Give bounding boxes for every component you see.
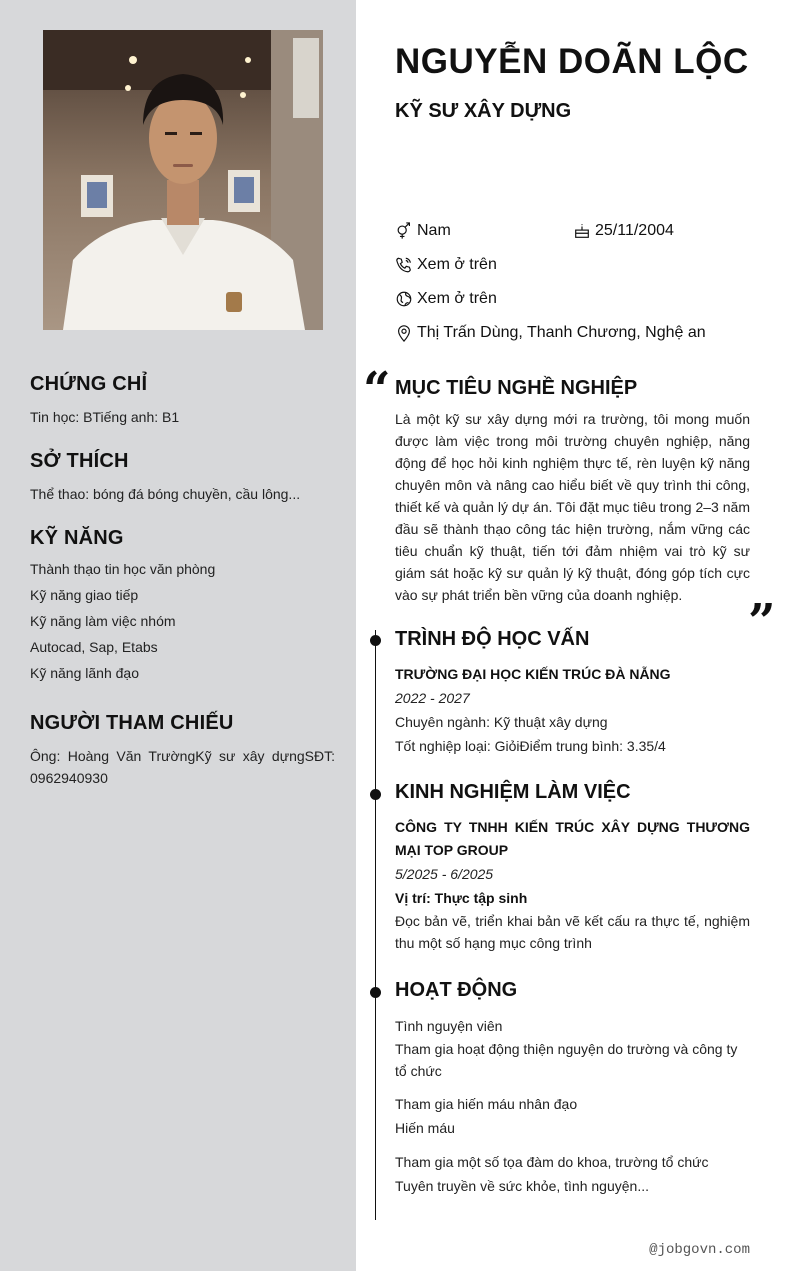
- skills-section: [30, 527, 335, 686]
- close-quote-icon: ”: [748, 594, 776, 650]
- website-info: [395, 288, 497, 310]
- profile-photo: [43, 30, 323, 330]
- skill-item: Kỹ năng giao tiếp: [30, 587, 139, 603]
- certificates-title: CHỨNG CHỈ: [30, 373, 148, 395]
- hobbies-text: Thể thao: bóng đá bóng chuyền, cầu lông...: [30, 486, 301, 502]
- globe-icon: [395, 290, 413, 308]
- company-name: CÔNG TY TNHH KIẾN TRÚC XÂY DỰNG THƯƠNG MẠI TOP GROUP: [395, 819, 750, 858]
- location-pin-icon: [395, 324, 413, 342]
- experience-title: KINH NGHIỆM LÀM VIỆC: [395, 781, 631, 803]
- activities-title: HOẠT ĐỘNG: [395, 979, 518, 1001]
- objective-text: Là một kỹ sư xây dựng mới ra trường, tôi mong muốn được làm việc trong môi trường chuyên nghiệp, năng động để học hỏi kinh nghiệm thực tế, rèn luyện kỹ năng chuyên môn và nâng cao hiểu biết về quy trình thi công, thiết kế và quản lý dự án. Tôi đặt mục tiêu trong 2–3 năm đầu sẽ thành thạo công tác hiện trường, nắm vững các tiêu chuẩn kỹ thuật, tiến tới đảm nhiệm vai trò kỹ sư giám sát hoặc kỹ sư quản lý kỹ thuật, đóng góp tích cực vào sự phát triển bền vững của doanh nghiệp.: [395, 411, 750, 603]
- activities-section: [395, 979, 750, 1198]
- footer-watermark: @jobgovn.com: [649, 1242, 750, 1258]
- activity-detail: Tham gia hoạt động thiện nguyện do trường và công ty tổ chức: [395, 1041, 738, 1079]
- gender-icon: [395, 222, 413, 240]
- address-value: Thị Trấn Dùng, Thanh Chương, Nghệ an: [417, 324, 706, 341]
- skill-item: Thành thạo tin học văn phòng: [30, 561, 216, 577]
- website-value: Xem ở trên: [417, 290, 497, 307]
- activity-name: Tham gia một số tọa đàm do khoa, trường tổ chức: [395, 1154, 709, 1170]
- education-result: Tốt nghiệp loại: GiỏiĐiểm trung bình: 3.35/4: [395, 738, 666, 754]
- objective-section: [395, 377, 750, 606]
- experience-position: Vị trí: Thực tập sinh: [395, 890, 528, 906]
- candidate-role: KỸ SƯ XÂY DỰNG: [395, 100, 572, 122]
- school-name: TRƯỜNG ĐẠI HỌC KIẾN TRÚC ĐÀ NẴNG: [395, 666, 671, 682]
- certificates-text: Tin học: BTiếng anh: B1: [30, 409, 180, 425]
- gender-value: Nam: [417, 222, 451, 239]
- activity-name: Tình nguyện viên: [395, 1018, 503, 1034]
- dob-info: [573, 220, 674, 242]
- timeline-dot: [370, 635, 381, 646]
- candidate-name: NGUYỄN DOÃN LỘC: [395, 42, 749, 81]
- skill-item: Autocad, Sap, Etabs: [30, 639, 158, 655]
- dob-value: 25/11/2004: [595, 222, 674, 239]
- activity-detail: Hiến máu: [395, 1120, 455, 1136]
- hobbies-section: [30, 450, 335, 505]
- timeline-dot: [370, 987, 381, 998]
- activity-name: Tham gia hiến máu nhân đạo: [395, 1096, 578, 1112]
- references-title: NGƯỜI THAM CHIẾU: [30, 712, 234, 734]
- skills-title: KỸ NĂNG: [30, 527, 124, 549]
- timeline-line: [375, 630, 376, 1220]
- certificates-section: [30, 373, 335, 428]
- objective-title: MỤC TIÊU NGHỀ NGHIỆP: [395, 377, 638, 399]
- education-major: Chuyên ngành: Kỹ thuật xây dựng: [395, 714, 608, 730]
- skill-item: Kỹ năng làm việc nhóm: [30, 613, 176, 629]
- experience-description: Đọc bản vẽ, triển khai bản vẽ kết cấu ra thực tế, nghiệm thu một số hạng mục công trình: [395, 913, 750, 951]
- address-info: [395, 322, 706, 344]
- education-title: TRÌNH ĐỘ HỌC VẤN: [395, 628, 590, 650]
- activity-detail: Tuyên truyền về sức khỏe, tình nguyện...: [395, 1178, 649, 1194]
- education-period: 2022 - 2027: [395, 690, 470, 706]
- open-quote-icon: “: [363, 362, 391, 418]
- experience-period: 5/2025 - 6/2025: [395, 866, 494, 882]
- references-text: Ông: Hoàng Văn TrườngKỹ sư xây dựngSĐT: 0962940930: [30, 748, 335, 786]
- activity-item: [395, 1150, 750, 1198]
- phone-info: [395, 254, 497, 276]
- education-section: [395, 628, 750, 758]
- phone-icon: [395, 256, 413, 274]
- activity-item: [395, 1014, 750, 1082]
- references-section: [30, 712, 335, 789]
- skills-list: [30, 556, 335, 686]
- skill-item: Kỹ năng lãnh đạo: [30, 665, 139, 681]
- timeline-dot: [370, 789, 381, 800]
- activity-item: [395, 1092, 750, 1140]
- gender-info: [395, 220, 451, 242]
- hobbies-title: SỞ THÍCH: [30, 450, 129, 472]
- phone-value: Xem ở trên: [417, 256, 497, 273]
- experience-section: [395, 781, 750, 954]
- cake-icon: [573, 222, 591, 240]
